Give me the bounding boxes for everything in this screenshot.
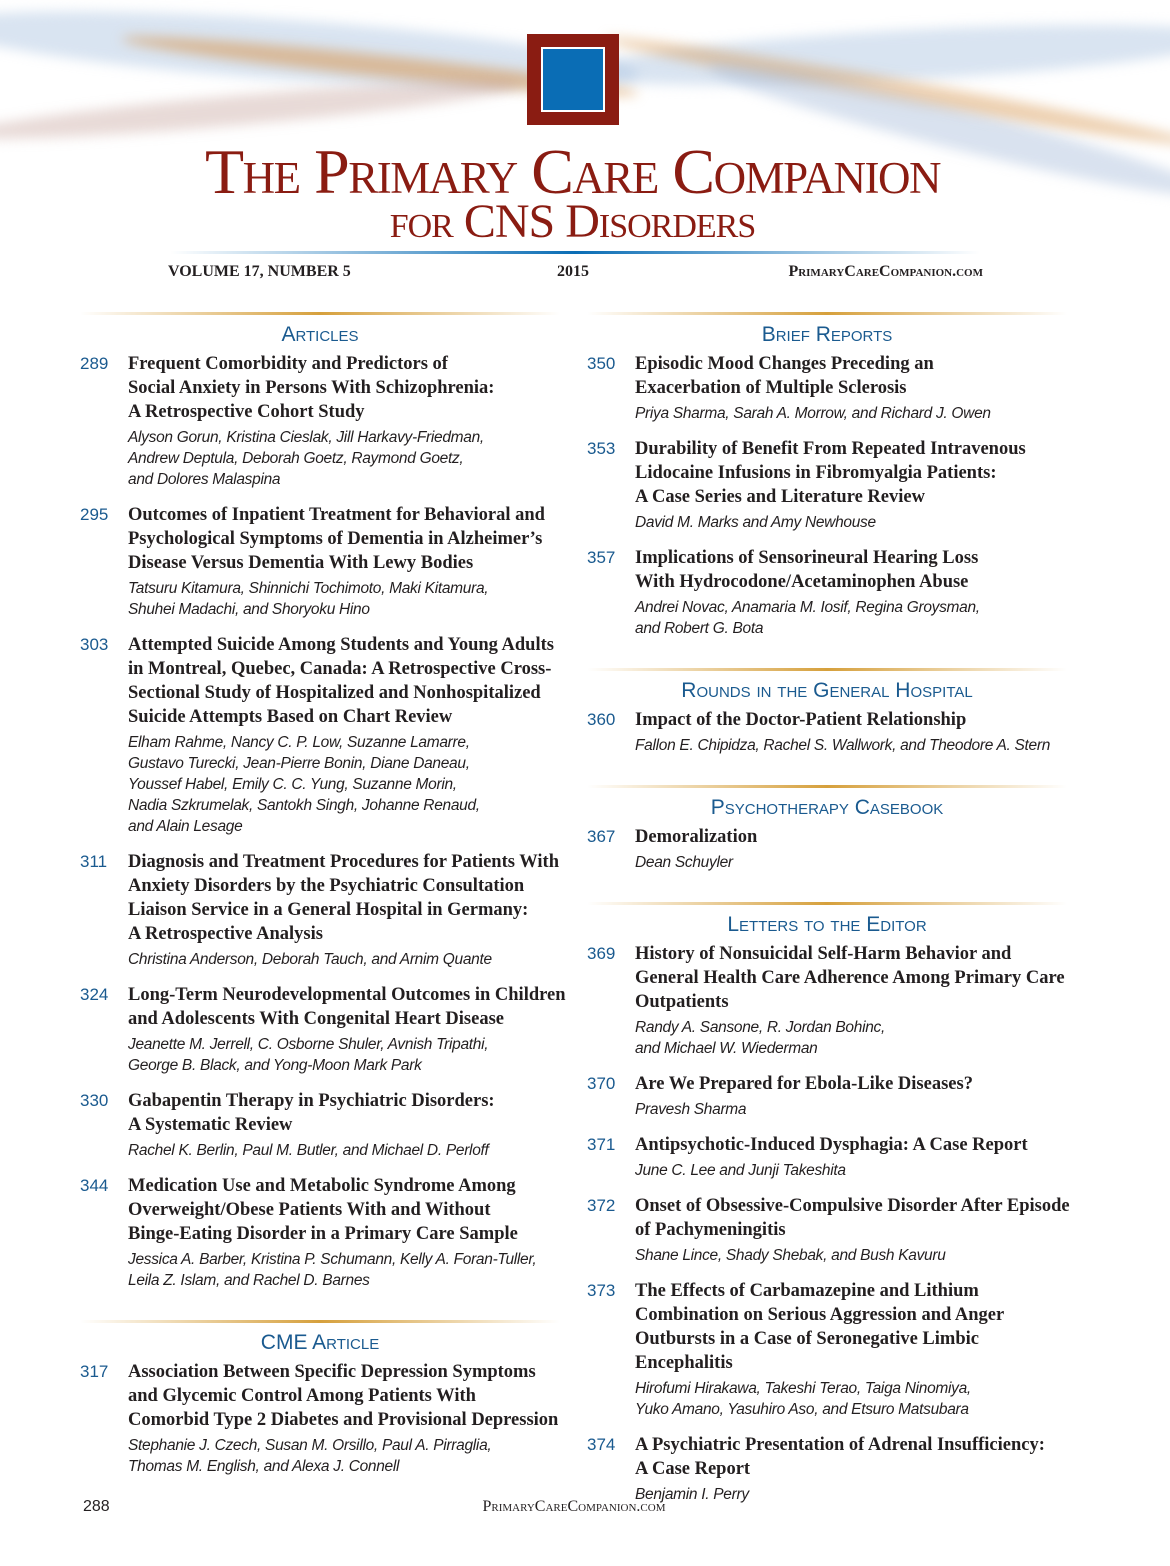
- page-number-label: 360: [587, 710, 616, 729]
- section-heading: Letters to the Editor: [727, 913, 927, 936]
- article-authors: Dean Schuyler: [635, 854, 733, 871]
- article-title[interactable]: History of Nonsuicidal Self-Harm Behavior and General Health Care Adherence Among Primary Care Outpatients: [635, 944, 1065, 1012]
- toc-entry[interactable]: [587, 825, 1077, 873]
- section-divider: [587, 312, 1067, 315]
- masthead-divider: [170, 251, 980, 254]
- logo-blue-square: [541, 47, 605, 112]
- page-number-label: 373: [587, 1281, 616, 1300]
- page-number-label: 350: [587, 354, 616, 373]
- toc-entry[interactable]: [80, 1174, 570, 1291]
- article-authors: Elham Rahme, Nancy C. P. Low, Suzanne Lamarre, Gustavo Turecki, Jean-Pierre Bonin, Diane Daneau, Youssef Habel, Emily C. C. Yung, Suzanne Morin, Nadia Szkrumelak, Santokh Singh, Johanne Renaud, and Alain Lesage: [128, 734, 480, 835]
- page-number-label: 295: [80, 505, 109, 524]
- article-title[interactable]: Impact of the Doctor-Patient Relationship: [635, 710, 967, 730]
- page-number-label: 324: [80, 985, 109, 1004]
- toc-entry[interactable]: [80, 352, 570, 490]
- article-authors: Alyson Gorun, Kristina Cieslak, Jill Harkavy-Friedman, Andrew Deptula, Deborah Goetz, Raymond Goetz, and Dolores Malaspina: [128, 429, 484, 488]
- toc-section: [587, 785, 1077, 873]
- section-divider: [587, 668, 1067, 671]
- article-title[interactable]: Long-Term Neurodevelopmental Outcomes in Children and Adolescents With Congenital Heart Disease: [128, 985, 566, 1029]
- journal-subtitle: for CNS Disorders: [389, 195, 756, 248]
- article-title[interactable]: Onset of Obsessive-Compulsive Disorder After Episode of Pachymeningitis: [635, 1196, 1070, 1240]
- volume-number: VOLUME 17, NUMBER 5: [168, 263, 351, 280]
- toc-entry[interactable]: [80, 633, 570, 837]
- toc-entry[interactable]: [587, 546, 1077, 639]
- section-divider: [587, 785, 1067, 788]
- toc-entry[interactable]: [587, 1072, 1077, 1120]
- page-number-label: 289: [80, 354, 109, 373]
- page-number: 288: [83, 1498, 110, 1515]
- article-title[interactable]: Association Between Specific Depression Symptoms and Glycemic Control Among Patients With Comorbid Type 2 Diabetes and Provisional Depression: [128, 1362, 559, 1430]
- article-authors: Jessica A. Barber, Kristina P. Schumann, Kelly A. Foran-Tuller, Leila Z. Islam, and Rachel D. Barnes: [128, 1251, 537, 1289]
- article-authors: Hirofumi Hirakawa, Takeshi Terao, Taiga Ninomiya, Yuko Amano, Yasuhiro Aso, and Etsuro Matsubara: [635, 1380, 971, 1418]
- page-number-label: 369: [587, 944, 616, 963]
- page-number-label: 367: [587, 827, 616, 846]
- toc-entry[interactable]: [80, 850, 570, 970]
- article-title[interactable]: Episodic Mood Changes Preceding an Exacerbation of Multiple Sclerosis: [635, 354, 934, 398]
- article-authors: Randy A. Sansone, R. Jordan Bohinc, and Michael W. Wiederman: [635, 1019, 885, 1057]
- page-number-label: 344: [80, 1176, 109, 1195]
- toc-entry[interactable]: [587, 1433, 1077, 1505]
- article-title[interactable]: Diagnosis and Treatment Procedures for Patients With Anxiety Disorders by the Psychiatric Consultation Liaison Service in a General Hospital in Germany: A Retrospective Analysis: [128, 852, 559, 944]
- toc-entry[interactable]: [80, 983, 570, 1076]
- article-title[interactable]: Are We Prepared for Ebola-Like Diseases?: [635, 1074, 973, 1094]
- page-number-label: 374: [587, 1435, 616, 1454]
- toc-entry[interactable]: [587, 1194, 1077, 1266]
- page-number-label: 371: [587, 1135, 616, 1154]
- article-title[interactable]: A Psychiatric Presentation of Adrenal Insufficiency: A Case Report: [635, 1435, 1045, 1479]
- article-title[interactable]: Attempted Suicide Among Students and Young Adults in Montreal, Quebec, Canada: A Retrospective Cross- Sectional Study of Hospitalized and Nonhospitalized Suicide Attempts Based on Chart Review: [128, 635, 554, 727]
- page-number-label: 357: [587, 548, 616, 567]
- toc-section: [587, 668, 1077, 756]
- article-authors: David M. Marks and Amy Newhouse: [635, 514, 876, 531]
- toc-entry[interactable]: [587, 437, 1077, 533]
- page-number-label: 317: [80, 1362, 109, 1381]
- page-number-label: 353: [587, 439, 616, 458]
- toc-entry[interactable]: [587, 1133, 1077, 1181]
- website-link[interactable]: PrimaryCareCompanion.com: [788, 263, 983, 280]
- page-number-label: 303: [80, 635, 109, 654]
- article-authors: Stephanie J. Czech, Susan M. Orsillo, Paul A. Pirraglia, Thomas M. English, and Alexa J. Connell: [128, 1437, 492, 1475]
- article-title[interactable]: Medication Use and Metabolic Syndrome Among Overweight/Obese Patients With and Without Binge-Eating Disorder in a Primary Care Sample: [128, 1176, 518, 1244]
- article-authors: Pravesh Sharma: [635, 1101, 747, 1118]
- footer-website[interactable]: PrimaryCareCompanion.com: [482, 1498, 666, 1515]
- section-heading: Psychotherapy Casebook: [710, 796, 944, 819]
- page-number-label: 330: [80, 1091, 109, 1110]
- article-authors: Shane Lince, Shady Shebak, and Bush Kavuru: [635, 1247, 946, 1264]
- toc-entry[interactable]: [80, 1089, 570, 1161]
- section-divider: [80, 312, 560, 315]
- article-title[interactable]: Antipsychotic-Induced Dysphagia: A Case Report: [635, 1135, 1028, 1155]
- page-number-label: 372: [587, 1196, 616, 1215]
- section-heading: Rounds in the General Hospital: [681, 679, 973, 702]
- toc-section: [80, 1320, 570, 1477]
- article-title[interactable]: Durability of Benefit From Repeated Intravenous Lidocaine Infusions in Fibromyalgia Patients: A Case Series and Literature Review: [635, 439, 1026, 507]
- section-divider: [587, 902, 1067, 905]
- issue-year: 2015: [557, 263, 589, 280]
- article-title[interactable]: Frequent Comorbidity and Predictors of Social Anxiety in Persons With Schizophrenia: A Retrospective Cohort Study: [128, 354, 495, 422]
- section-heading: CME Article: [260, 1331, 380, 1354]
- toc-entry[interactable]: [80, 1360, 570, 1477]
- article-authors: Tatsuru Kitamura, Shinnichi Tochimoto, Maki Kitamura, Shuhei Madachi, and Shoryoku Hino: [128, 580, 489, 618]
- toc-entry[interactable]: [587, 708, 1077, 756]
- article-authors: June C. Lee and Junji Takeshita: [635, 1162, 846, 1179]
- toc-section: [587, 902, 1077, 1505]
- toc-entry[interactable]: [587, 1279, 1077, 1420]
- toc-entry[interactable]: [80, 503, 570, 620]
- toc-entry[interactable]: [587, 352, 1077, 424]
- article-authors: Benjamin I. Perry: [635, 1486, 749, 1503]
- toc-section: [80, 312, 570, 1291]
- article-title[interactable]: The Effects of Carbamazepine and Lithium Combination on Serious Aggression and Anger Outbursts in a Case of Seronegative Limbic Encephalitis: [635, 1281, 1005, 1373]
- journal-title: The Primary Care Companion: [205, 136, 940, 207]
- article-authors: Fallon E. Chipidza, Rachel S. Wallwork, and Theodore A. Stern: [635, 737, 1051, 754]
- section-heading: Articles: [281, 323, 359, 346]
- journal-logo: [527, 34, 619, 125]
- toc-entry[interactable]: [587, 942, 1077, 1059]
- left-column: [80, 312, 570, 1490]
- right-column: [587, 312, 1077, 1518]
- article-title[interactable]: Gabapentin Therapy in Psychiatric Disorders: A Systematic Review: [128, 1091, 495, 1135]
- page-number-label: 311: [80, 852, 108, 871]
- section-divider: [80, 1320, 560, 1323]
- article-title[interactable]: Demoralization: [635, 827, 758, 847]
- page-number-label: 370: [587, 1074, 616, 1093]
- article-authors: Priya Sharma, Sarah A. Morrow, and Richard J. Owen: [635, 405, 991, 422]
- article-title[interactable]: Implications of Sensorineural Hearing Loss With Hydrocodone/Acetaminophen Abuse: [635, 548, 979, 592]
- article-authors: Jeanette M. Jerrell, C. Osborne Shuler, Avnish Tripathi, George B. Black, and Yong-Moon Mark Park: [128, 1036, 489, 1074]
- section-heading: Brief Reports: [761, 323, 893, 346]
- article-authors: Christina Anderson, Deborah Tauch, and Arnim Quante: [128, 951, 492, 968]
- article-authors: Andrei Novac, Anamaria M. Iosif, Regina Groysman, and Robert G. Bota: [635, 599, 980, 637]
- article-authors: Rachel K. Berlin, Paul M. Butler, and Michael D. Perloff: [128, 1142, 489, 1159]
- toc-section: [587, 312, 1077, 639]
- article-title[interactable]: Outcomes of Inpatient Treatment for Behavioral and Psychological Symptoms of Dementia in Alzheimer’s Disease Versus Dementia With Lewy Bodies: [128, 505, 545, 573]
